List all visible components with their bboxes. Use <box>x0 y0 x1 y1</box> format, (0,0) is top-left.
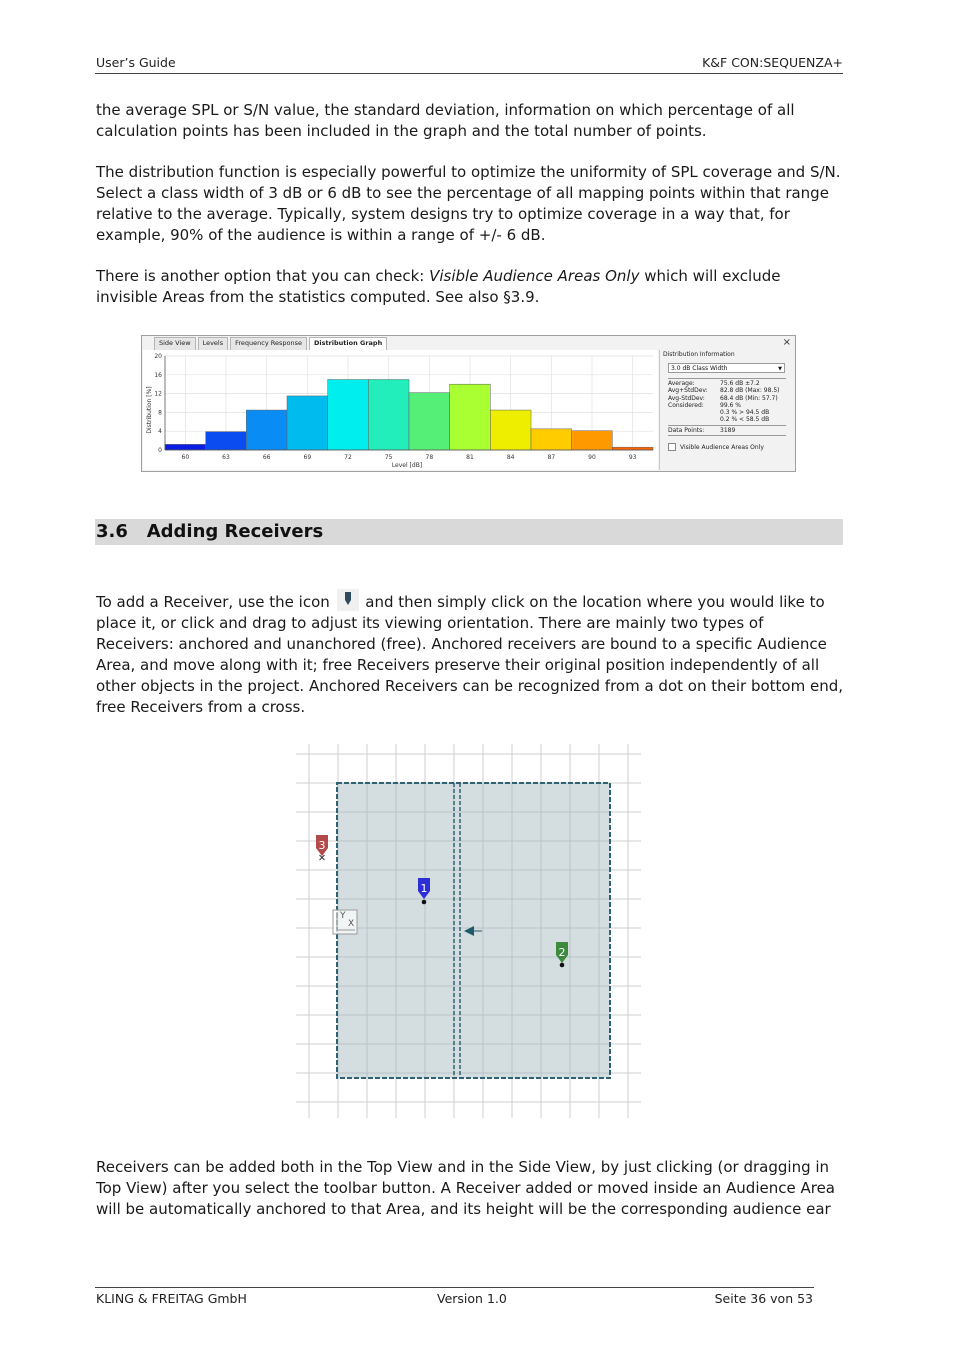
tab-side-view[interactable]: Side View <box>154 337 196 350</box>
chart-xlabel: Level [dB] <box>391 462 423 469</box>
info-separator <box>668 425 786 426</box>
footer-right: Seite 36 von 53 <box>714 1291 813 1306</box>
histogram-bar <box>368 380 409 451</box>
receiver-tool-icon <box>337 589 359 611</box>
paragraph-add-receiver: To add a Receiver, use the icon and then simply click on the location where you would like to place it, or click and drag to adjust its viewing orientation. There are mainly two types of Receivers: anchored and unanchored (free). Anchored receivers are bound to a specific Audience Area, and move along with it; free Receivers preserve their original position independently of all other objects in the project. Anchored Receivers can be recognized from a dot on their bottom end, free Receivers from a cross. <box>96 589 844 718</box>
chart-xtick-label: 78 <box>425 454 434 461</box>
chart-xtick-label: 63 <box>222 454 230 461</box>
class-width-select[interactable] <box>668 363 785 373</box>
panel-divider <box>659 350 660 470</box>
info-row: Avg+StdDev: 82.8 dB (Max: 98.5) <box>668 387 780 395</box>
chart-ytick-label: 8 <box>158 409 162 417</box>
chart-xtick-label: 69 <box>303 454 312 461</box>
histogram-bar <box>206 432 247 450</box>
info-table <box>668 377 786 437</box>
option-name: Visible Audience Areas Only <box>429 267 640 285</box>
chart-ytick-label: 0 <box>158 447 162 454</box>
paragraph-distribution: The distribution function is especially powerful to optimize the uniformity of SPL coverage and S/N. Select a class width of 3 dB or 6 dB to see the percentage of all mapping points within that range relative to the average. Typically, system designs try to optimize coverage in a way that, for example, 90% of the audience is within a range of +/- 6 dB. <box>96 163 841 244</box>
histogram-bar <box>409 393 450 450</box>
class-width-value: 3.0 dB Class Width <box>671 365 728 372</box>
info-row: 0.3 % > 94.5 dB <box>720 409 770 417</box>
visible-areas-checkbox[interactable] <box>668 443 764 451</box>
chart-xtick-label: 84 <box>506 454 515 461</box>
footer-center: Version 1.0 <box>437 1291 507 1306</box>
histogram-bar <box>328 380 369 451</box>
chart-xtick-label: 90 <box>588 454 596 461</box>
histogram-bar <box>287 396 328 450</box>
header-divider <box>95 73 843 74</box>
anchor-dot-icon <box>560 963 565 968</box>
chart-xtick-label: 75 <box>384 454 393 461</box>
receiver-1-label: 1 <box>420 882 428 895</box>
info-row: Considered: 99.6 % <box>668 401 741 409</box>
footer-left: KLING & FREITAG GmbH <box>96 1291 247 1306</box>
tab-levels[interactable]: Levels <box>198 337 229 350</box>
paragraph-stats: the average SPL or S/N value, the standard deviation, information on which percentage of all calculation points has been included in the graph and the total number of points. <box>96 101 795 140</box>
histogram-bar <box>165 444 206 450</box>
paragraph-visible-areas: There is another option that you can check: Visible Audience Areas Only which will exclude invisible Areas from the statistics computed. See also §3.9. <box>96 267 781 306</box>
distribution-chart <box>143 350 658 470</box>
histogram-bar <box>531 429 572 450</box>
receiver-2-label: 2 <box>558 946 566 959</box>
distribution-graph-panel <box>141 335 796 472</box>
chart-xtick-label: 72 <box>344 454 352 461</box>
header-right: K&F CON:SEQUENZA+ <box>702 55 843 70</box>
info-separator <box>668 435 786 436</box>
histogram-bar <box>450 384 491 450</box>
histogram-bar <box>246 410 287 450</box>
footer-divider <box>95 1287 814 1288</box>
checkbox-box[interactable] <box>668 443 676 451</box>
info-title: Distribution Information <box>663 351 735 358</box>
origin-marker <box>333 910 357 934</box>
anchor-dot-icon <box>422 900 427 905</box>
paragraph-receiver-views: Receivers can be added both in the Top View and in the Side View, by just clicking (or dragging in Top View) after you select the toolbar button. A Receiver added or moved inside an Audience Area will be automatically anchored to that Area, and its height will be the corresponding audience ear <box>96 1158 835 1218</box>
close-icon[interactable]: × <box>782 337 791 348</box>
receiver-3-label: 3 <box>318 839 326 852</box>
chart-xtick-label: 81 <box>466 454 474 461</box>
histogram-bar <box>490 410 531 450</box>
chart-xtick-label: 87 <box>547 454 556 461</box>
axis-y-label: Y <box>340 911 346 921</box>
section-title: 3.6 Adding Receivers <box>96 521 324 542</box>
chart-xtick-label: 93 <box>628 454 637 461</box>
tab-frequency-response[interactable]: Frequency Response <box>230 337 307 350</box>
top-view-illustration <box>296 744 641 1118</box>
chart-xtick-label: 66 <box>262 454 271 461</box>
chart-ytick-label: 4 <box>158 428 162 436</box>
info-row-data-points: Data Points: 3189 <box>668 426 736 434</box>
panel-tabs <box>154 337 389 350</box>
info-row: 0.2 % < 58.5 dB <box>720 416 770 424</box>
info-row: Average: 75.6 dB ±7.2 <box>668 380 760 387</box>
chart-xtick-label: 60 <box>181 454 190 461</box>
header-left: User’s Guide <box>96 55 176 70</box>
axis-x-label: X <box>348 919 355 929</box>
chart-ytick-label: 20 <box>154 353 162 360</box>
histogram-bar <box>612 447 653 450</box>
info-row: Avg-StdDev: 68.4 dB (Min: 57.7) <box>668 394 778 402</box>
chart-ytick-label: 12 <box>154 390 162 398</box>
receiver-3-marker[interactable] <box>316 835 328 860</box>
chevron-down-icon: ▼ <box>778 366 782 372</box>
chart-ylabel: Distribution [%] <box>146 386 153 434</box>
info-separator <box>668 378 786 379</box>
tab-distribution-graph[interactable]: Distribution Graph <box>309 337 387 350</box>
checkbox-label: Visible Audience Areas Only <box>680 443 764 451</box>
chart-ytick-label: 16 <box>154 371 162 379</box>
histogram-bar <box>572 431 613 450</box>
